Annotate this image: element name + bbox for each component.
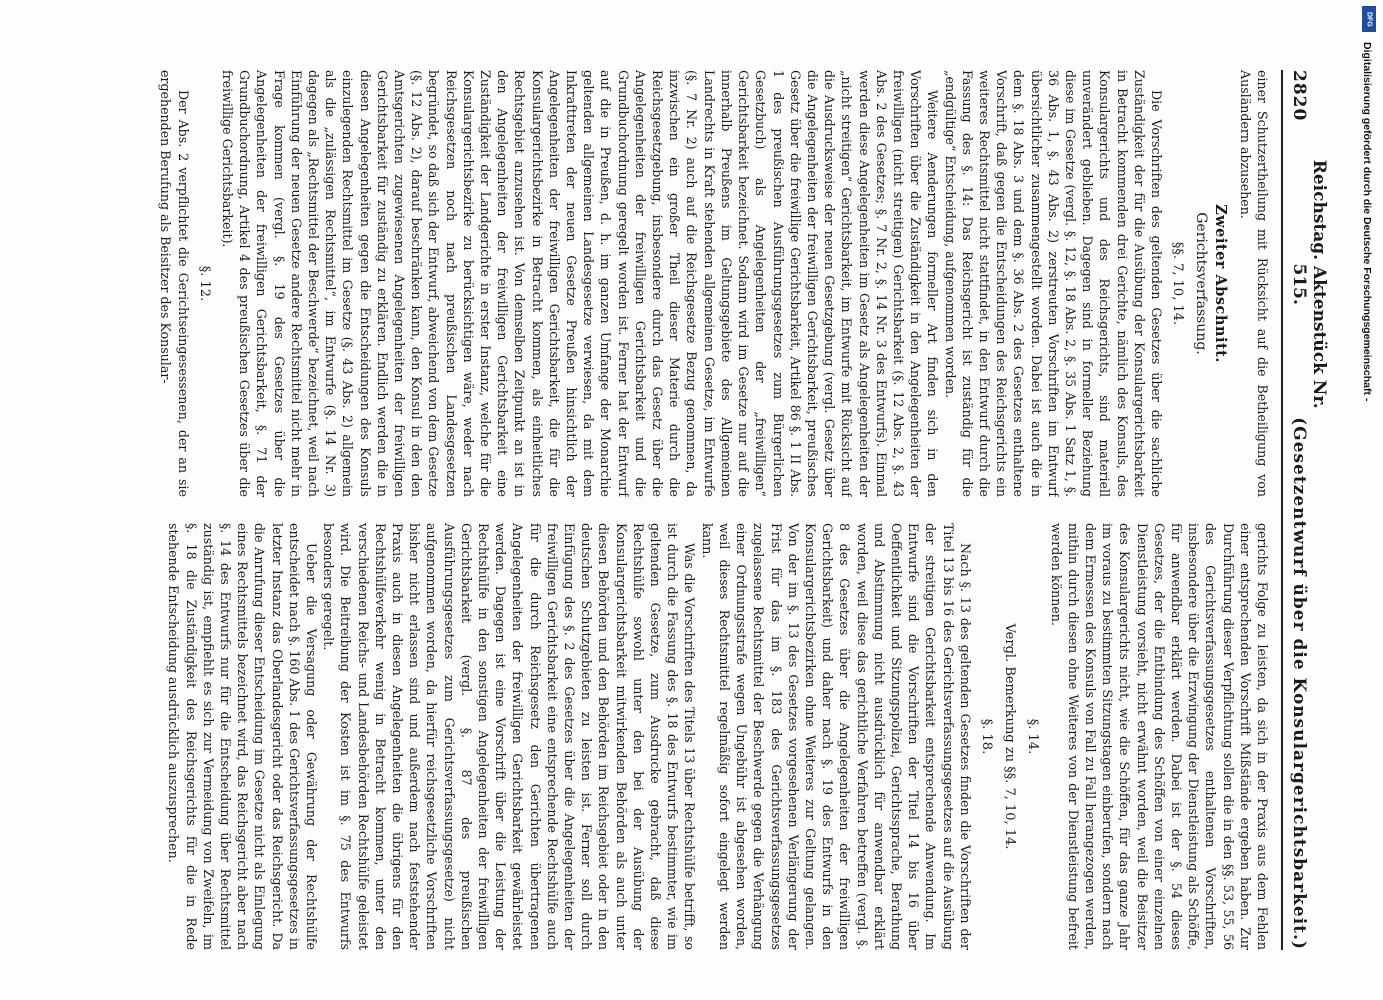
paragraph: einer Schutzertheilung mit Rücksicht auf die Betheiligung von Ausländern abzusehen.: [1237, 70, 1270, 497]
paragraph-ref: §. 18.: [978, 718, 994, 755]
paragraph: gerichts Folge zu leisten, da sich in der Praxis aus dem Fehlen einer entsprechenden Vorschrift Mißstände ergeben haben. Zur Durchführung dieser Verpflichtung sollen die in den §§. 53, 55, 56 des Gerichtsverfassungsgesetzes enthaltenen Vorschriften, insbesondere über die Erzwingung der Dienstleistung als Schöffe, für anwendbar erklärt werden. Dabei ist der §. 54 dieses Gesetzes, der die Entbindung des Schöffen von einer einzelnen Dienstleistung vorsieht, nicht erwähnt worden, weil die Beisitzer des Konsulargerichts nicht, wie die Schöffen, für das ganze Jahr im voraus zu bestimmten Sitzungstagen einberufen, sondern nach dem Ermessen des Konsuls von Fall zu Fall herangezogen werden, mithin durch diesen ohne Weiteres von der Dienstleistung befreit werden können.: [1048, 523, 1270, 950]
paragraph-ref: §§. 7, 10, 14.: [1170, 241, 1186, 326]
digitization-note-text: Digitalisierung gefördert durch die Deutsche Forschungsgemeinschaft -: [1361, 42, 1373, 402]
left-column: [51, 70, 1271, 497]
paragraph: Was die Vorschriften des Titels 13 über Rechtshülfe betrifft, so ist durch die Fassung des §. 18 des Entwurfs bestimmter, wie im geltenden Gesetze, zum Ausdrucke gebracht, daß diese Rechtshülfe sowohl unter den bei der Ausübung der Konsulargerichtsbarkeit mitwirkenden Behörden als auch unter diesen Behörden und den Behörden im Reichsgebiet oder in den deutschen Schutzgebieten zu leisten ist. Ferner soll durch Einfügung des §. 2 des Gesetzes über die Angelegenheiten der freiwilligen Gerichtsbarkeit eine entsprechende Rechtshülfe auch für die durch Reichsgesetz den Gerichten übertragenen Angelegenheiten der freiwilligen Gerichtsbarkeit gewährleistet werden. Dagegen ist eine Vorschrift über die Leistung der Rechtshülfe in den sonstigen Angelegenheiten der freiwilligen Gerichtsbarkeit (vergl. §. 87 des preußischen Ausführungsgesetzes zum Gerichtsverfassungsgesetze) nicht aufgenommen worden, da hierfür reichsgesetzliche Vorschriften bisher nicht erlassen sind und außerdem nach feststehender Praxis auch in diesen Angelegenheiten die übrigens für den Rechtshülfeverkehr wenig in Betracht kommen, unter den verschiedenen Reichs- und Landesbehörden Rechtshülfe geleistet wird. Die Beitreibung der Kosten ist im §. 75 des Entwurfs besonders geregelt.: [321, 523, 698, 950]
header-rule: [1281, 70, 1283, 950]
section-heading: Zweiter Abschnitt.: [1211, 204, 1229, 363]
paragraph-ref: §. 14.: [1025, 718, 1041, 755]
paragraph: Die Vorschriften des geltenden Gesetzes über die sachliche Zuständigkeit der für die Ausübung der Konsulargerichtsbarkeit in Betracht kommenden drei Gerichte, nämlich des Konsuls, des Konsulargerichts und des Reichsgerichts, sind materiell unverändert geblieben. Dagegen sind in formeller Beziehung diese im Gesetze (vergl. §. 12, §. 18 Abs. 2, §. 35 Abs. 1 Satz 1, §. 36 Abs. 1, §. 43 Abs. 2) zerstreuten Vorschriften im Entwurf übersichtlicher zusammengestellt worden. Dabei ist auch die in dem §. 18 Abs. 3 und dem §. 36 Abs. 2 des Gesetzes enthaltene Vorschrift, daß gegen die Entscheidungen des Reichsgerichts ein weiteres Rechtsmittel nicht stattfindet, in den Entwurf durch die Fassung des §. 14: Das Reichsgericht ist zuständig für die „endgültige“ Entscheidung, aufgenommen worden.: [942, 70, 1164, 497]
paragraph: Ueber die Versagung oder Gewährung der Rechtshülfe entscheidet nach §. 160 Abs. 1 des Gerichtsverfassungsgesetzes in letzter Instanz das Oberlandesgericht oder das Reichsgericht. Da die Anrufung dieser Entscheidung im Gesetze nicht als Einlegung eines Rechtsmittels bezeichnet wird, das Reichsgericht aber nach §. 14 des Entwurfs nur für die Entscheidung über Rechtsmittel zuständig ist, empfiehlt es sich zur Vermeidung von Zweifeln, im §. 18 die Zuständigkeit des Reichsgerichts für die in Rede stehende Entscheidung ausdrücklich auszusprechen.: [166, 523, 320, 950]
header-title: Reichstag. Aktenstück Nr. 515.: [1289, 159, 1329, 409]
dfg-logo: DFG: [1362, 6, 1376, 32]
paragraph: Der Abs. 2 verpflichtet die Gerichtseingesessenen, der an sie ergehenden Berufung als Beisitzer des Konsular-: [158, 70, 191, 497]
section-subheading: Gerichtsverfassung.: [1193, 212, 1210, 355]
digitization-note: [1353, 6, 1379, 616]
page-header: [1289, 70, 1329, 950]
text-columns: [51, 70, 1271, 950]
paragraph: Nach §. 13 des geltenden Gesetzes finden die Vorschriften der Titel 13 bis 16 des Gerichtsverfassungsgesetzes auf die Ausübung der streitigen Gerichtsbarkeit entsprechende Anwendung. Im Entwurfe sind die Vorschriften der Titel 14 bis 16 über Oeffentlichkeit und Sitzungspolizei, Gerichtssprache, Berathung und Abstimmung nicht ausdrücklich für anwendbar erklärt worden, weil diese das gerichtliche Verfahren betreffen (vergl. §. 8 des Gesetzes über die Angelegenheiten der freiwilligen Gerichtsbarkeit) und daher nach §. 19 des Entwurfs in den Konsulargerichtsbezirken ohne Weiteres zur Geltung gelangen. Von der im §. 13 des Gesetzes vorgesehenen Verlängerung der Frist für das im §. 183 des Gerichtsverfassungsgesetzes zugelassene Rechtsmittel der Beschwerde gegen die Verhängung einer Ordnungsstrafe wegen Ungebühr ist abgesehen worden, weil dieses Rechtsmittel regelmäßig sofort eingelegt werden kann.: [699, 523, 973, 950]
page-number: 2820: [1289, 70, 1309, 122]
header-subtitle: (Gesetzentwurf über die Konsulargerichtsbarkeit.): [1289, 417, 1309, 950]
paragraph: Weitere Aenderungen formeller Art finden sich in den Vorschriften über die Zuständigkeit in den Angelegenheiten der freiwilligen (nicht streitigen) Gerichtsbarkeit (§. 12 Abs. 2, §. 43 Abs. 2 des Gesetzes; §. 7 Nr. 2, §. 14 Nr. 3 des Entwurfs). Einmal werden diese Angelegenheiten im Gesetz als Angelegenheiten der „nicht streitigen“ Gerichtsbarkeit, im Entwurfe mit Rücksicht auf die Ausdrucksweise der neuen Gesetzgebung (vergl. Gesetz über die Angelegenheiten der freiwilligen Gerichtsbarkeit, preußisches Gesetz über die freiwillige Gerichtsbarkeit, Artikel 86 §. 1 II Abs. 1 des preußischen Ausführungsgesetzes zum Bürgerlichen Gesetzbuch) als Angelegenheiten der „freiwilligen“ Gerichtsbarkeit bezeichnet. Sodann wird im Gesetze nur auf die innerhalb Preußens im Geltungsgebiete des Allgemeinen Landrechts in Kraft stehenden allgemeinen Gesetze, im Entwurfe (§. 7 Nr. 2) auch auf die Reichsgesetze Bezug genommen, da inzwischen ein großer Theil dieser Materie durch die Reichsgesetzgebung, insbesondere durch das Gesetz über die Angelegenheiten der freiwilligen Gerichtsbarkeit und die Grundbuchordnung geregelt worden ist. Ferner hat der Entwurf auf die in Preußen, d. h. im ganzen Umfange der Monarchie geltenden allgemeinen Landesgesetze verwiesen, da mit dem Inkrafttreten der neuen Gesetze Preußen hinsichtlich der Angelegenheiten der freiwilligen Gerichtsbarkeit, die für die Konsulargerichtsbezirke in Betracht kommen, als einheitliches Rechtsgebiet anzusehen ist. Von demselben Zeitpunkt an ist in den Angelegenheiten der freiwilligen Gerichtsbarkeit eine Zuständigkeit der Landgerichte in erster Instanz, welche für die Konsulargerichtsbezirke zu berücksichtigen wäre, weder nach Reichsgesetzen noch nach preußischen Landesgesetzen begründet, so daß sich der Entwurf, abweichend von dem Gesetze (§. 12 Abs. 2), darauf beschränken kann, den Konsul in den den Amtsgerichten zugewiesenen Angelegenheiten der freiwilligen Gerichtsbarkeit für zuständig zu erklären. Endlich werden die in diesen Angelegenheiten gegen die Entscheidungen des Konsuls einzulegenden Rechtsmittel im Gesetze (§. 43 Abs. 2) allgemein als die „zulässigen Rechtsmittel“, im Entwurfe (§. 14 Nr. 3) dagegen als „Rechtsmittel der Beschwerde“ bezeichnet, weil nach Einführung der neuen Gesetze andere Rechtsmittel nicht mehr in Frage kommen (vergl. §. 19 des Gesetzes über die Angelegenheiten der freiwilligen Gerichtsbarkeit, §. 71 der Grundbuchordnung, Artikel 4 des preußischen Gesetzes über die freiwillige Gerichtsbarkeit).: [220, 70, 941, 497]
paragraph-ref: §. 12.: [196, 265, 212, 302]
right-column: [51, 523, 1271, 950]
cross-reference: Vergl. Bemerkung zu §§. 7, 10, 14.: [1002, 623, 1018, 850]
